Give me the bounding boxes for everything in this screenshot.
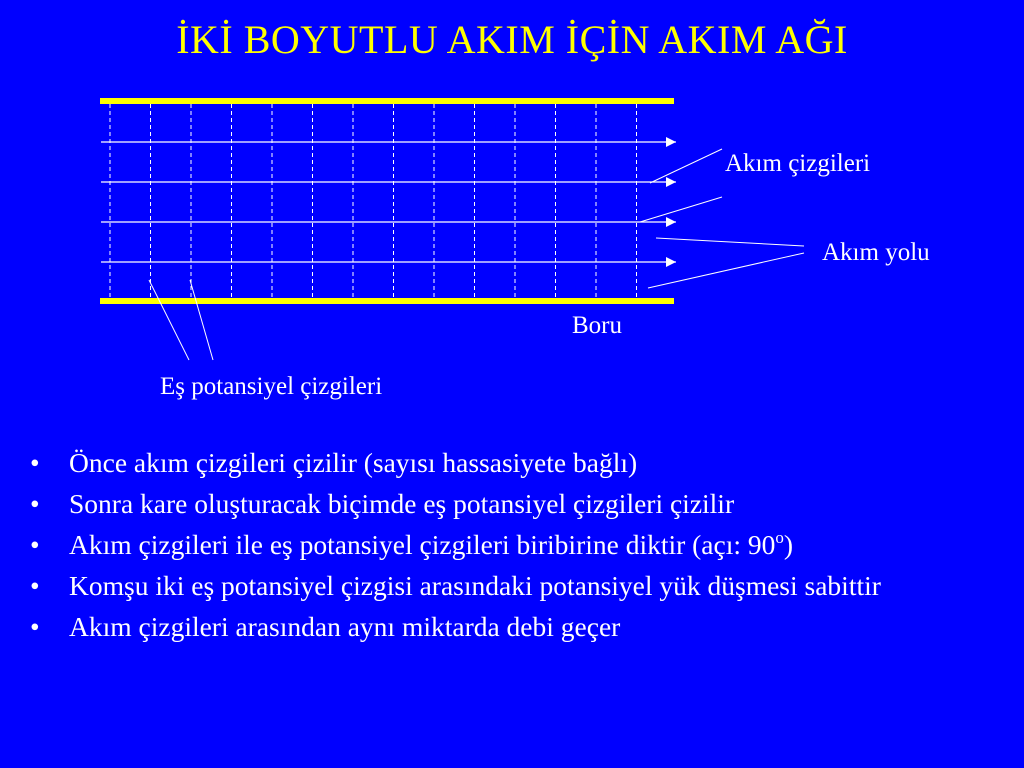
bullet-marker: •	[30, 570, 40, 601]
streamlines	[101, 142, 676, 262]
bullet-text: Sonra kare oluşturacak biçimde eş potansiyel çizgileri çizilir	[69, 488, 735, 519]
label-flow-path: Akım yolu	[822, 239, 930, 266]
bullet-item	[30, 610, 990, 644]
bullet-text: Akım çizgileri arasından aynı miktarda debi geçer	[69, 611, 621, 642]
equipotential-lines	[110, 104, 637, 298]
bullet-marker: •	[30, 529, 40, 560]
leader-flow-path-2	[648, 253, 804, 288]
label-pipe: Boru	[572, 312, 622, 339]
bullet-item	[30, 528, 990, 562]
bullet-text: Akım çizgileri ile eş potansiyel çizgileri biribirine diktir (açı: 90	[69, 529, 776, 560]
degree-superscript: o	[775, 528, 784, 547]
leader-flow-path-1	[656, 238, 804, 246]
bullet-marker: •	[30, 488, 40, 519]
leader-streamlines-1	[650, 149, 722, 183]
label-equipotentials: Eş potansiyel çizgileri	[160, 373, 383, 400]
bullet-item	[30, 446, 990, 480]
bullet-text-suffix: )	[783, 529, 794, 560]
leader-streamlines-2	[640, 197, 722, 222]
leader-equipotential-2	[190, 280, 213, 360]
leader-equipotential-1	[149, 280, 189, 360]
bullet-marker: •	[30, 447, 40, 478]
label-streamlines: Akım çizgileri	[725, 150, 871, 177]
bullet-text: Komşu iki eş potansiyel çizgisi arasındaki potansiyel yük düşmesi sabittir	[69, 570, 881, 601]
bullet-list	[30, 446, 990, 651]
bullet-marker: •	[30, 611, 40, 642]
bullet-item	[30, 487, 990, 521]
bullet-text: Önce akım çizgileri çizilir (sayısı hassasiyete bağlı)	[69, 447, 638, 478]
bullet-item	[30, 569, 990, 603]
page-title: İKİ BOYUTLU AKIM İÇİN AKIM AĞI	[176, 17, 848, 62]
